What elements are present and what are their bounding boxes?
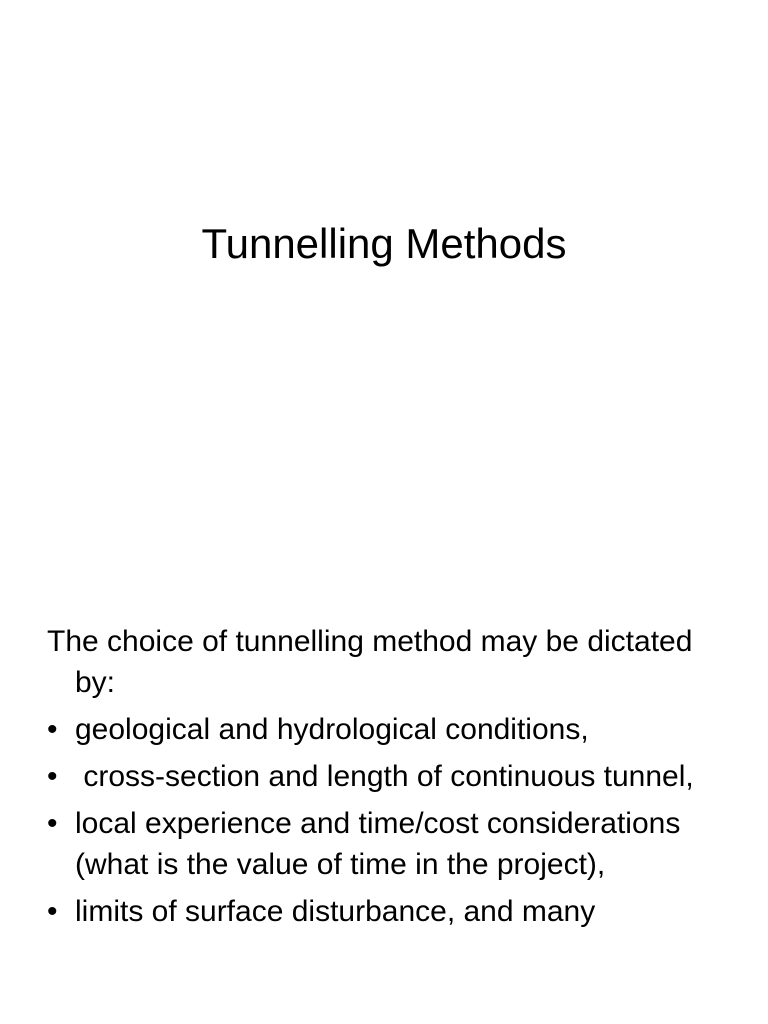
slide-body — [47, 621, 737, 938]
bullet-text: cross-section and length of continuous tunnel, — [75, 760, 694, 793]
bullet-icon: • — [47, 760, 58, 793]
bullet-icon: • — [47, 713, 58, 746]
intro-text: The choice of tunnelling method may be dictated by: — [47, 625, 693, 699]
bullet-icon: • — [47, 807, 58, 840]
bullet-item — [47, 709, 737, 750]
bullet-text: geological and hydrological conditions, — [75, 713, 589, 746]
bullet-text: limits of surface disturbance, and many — [75, 895, 596, 928]
bullet-item — [47, 756, 737, 797]
bullet-list — [47, 709, 737, 932]
slide-title: Tunnelling Methods — [201, 220, 567, 267]
bullet-item — [47, 891, 737, 932]
bullet-text: local experience and time/cost considerations (what is the value of time in the project), — [75, 807, 681, 881]
bullet-item — [47, 803, 737, 885]
bullet-icon: • — [47, 895, 58, 928]
